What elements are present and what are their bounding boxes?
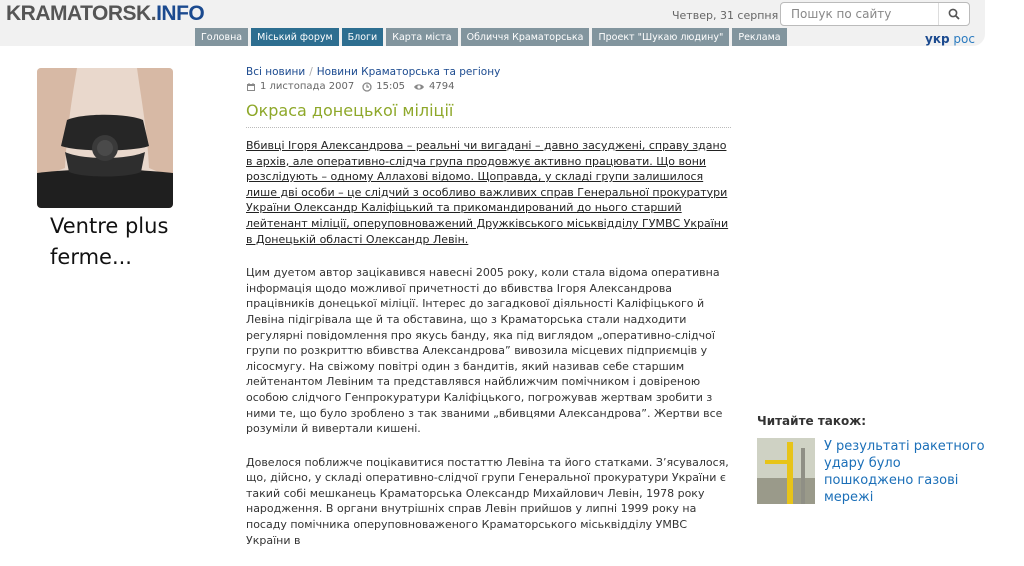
ad-photo — [37, 68, 173, 208]
article-meta — [246, 81, 455, 92]
ad-image[interactable] — [37, 68, 173, 208]
article-lead: Вбивці Ігоря Александрова – реальні чи вигадані – давно засуджені, справу здано в архів, але оперативно-слідча група продовжує активно працювати. Що вони розслідують – одному Аллахові відомо. Щоправда, у складі групи залишилося лише дві особи – це слідчий з особливо важливих справ Генеральної прокуратури України Олександр Каліфіцький та прикомандирований до нього старший лейтенант міліції, оперуповноважений Дружківського міськвідділу ГУМВС України в Донецькій області Олександр Левін. — [246, 139, 729, 246]
nav-ads[interactable]: Реклама — [732, 28, 786, 46]
nav-blogs[interactable]: Блоги — [342, 28, 384, 46]
main-nav — [195, 28, 787, 46]
article-date: 1 листопада 2007 — [260, 81, 355, 92]
article-views: 4794 — [429, 81, 455, 92]
article-paragraph: Цим дуетом автор зацікавився навесні 2005 року, коли стала відома оперативна інформація щодо можливої причетності до вбивства Ігоря Александрова працівників донецької міліції. Інтерес до загадкової діяльності Каліфіцького й Левіна підігрівала ще й та обставина, що з Краматорська стали надходити регулярні повідомлення про якусь банду, яка під виглядом „оперативно-слідчої групи по розкриттю вбивства Александрова” вивозила місцевих підприємців у лісосмугу. На свіжому повітрі один з бандитів, який називав себе старшим лейтенантом Левіним та представлявся найближчим помічником і довіреною особою слідчого Генпрокуратури Каліфіцького, погрожував жертвам зробити з ними те, що було зроблено з так званими „вбивцями Александрова”. Жертви все розуміли й вивертали кишені. — [246, 266, 723, 436]
ad-text[interactable]: Ventre plus ferme... — [50, 214, 169, 269]
breadcrumb — [246, 66, 500, 78]
search-button[interactable] — [938, 3, 969, 25]
site-logo[interactable] — [6, 2, 204, 26]
related-thumbnail[interactable] — [757, 438, 815, 504]
nav-home[interactable]: Головна — [195, 28, 248, 46]
nav-city-map[interactable]: Карта міста — [386, 28, 457, 46]
breadcrumb-section[interactable]: Новини Краматорська та регіону — [316, 66, 501, 78]
search-box — [780, 2, 970, 26]
search-input[interactable] — [789, 6, 943, 22]
article-title: Окраса донецької міліції — [246, 101, 454, 120]
nav-search-person[interactable]: Проект "Шукаю людину" — [592, 28, 729, 46]
article-body — [246, 138, 734, 566]
eye-icon — [413, 82, 425, 92]
related-heading: Читайте також: — [757, 414, 867, 428]
calendar-icon — [246, 82, 256, 92]
logo-accent-text: INFO — [156, 2, 205, 25]
article-time: 15:05 — [376, 81, 406, 92]
related-link[interactable]: У результаті ракетного удару було пошкоджено газові мережі — [824, 439, 985, 505]
search-icon — [948, 8, 960, 20]
title-divider — [246, 127, 731, 128]
logo-main-text: KRAMATORSK. — [6, 2, 157, 25]
related-photo — [757, 438, 815, 504]
article-paragraph: Довелося поближче поцікавитися постаттю Левіна та його статками. З’ясувалося, що, дійсно, у складі оперативно-слідчої групи Генеральної прокуратури України є такий собі мешканець Краматорська Олександр Михайлович Левін, 1978 року народження. В органи внутрішніх справ Левін прийшов у липні 1999 року на посаду помічника оперуповноваженого Краматорського міськвідділу УМВС України в — [246, 455, 729, 547]
site-header — [0, 0, 985, 46]
lang-ukr[interactable]: укр — [925, 32, 950, 46]
lang-ros[interactable]: рос — [953, 32, 975, 46]
nav-forum[interactable]: Міський форум — [251, 28, 339, 46]
language-switcher — [925, 32, 975, 46]
clock-icon — [362, 82, 372, 92]
breadcrumb-all-news[interactable]: Всі новини — [246, 66, 306, 78]
nav-faces[interactable]: Обличчя Краматорська — [461, 28, 590, 46]
related-item[interactable] — [757, 438, 997, 504]
breadcrumb-separator: / — [309, 66, 313, 78]
current-date: Четвер, 31 серпня — [672, 9, 779, 22]
